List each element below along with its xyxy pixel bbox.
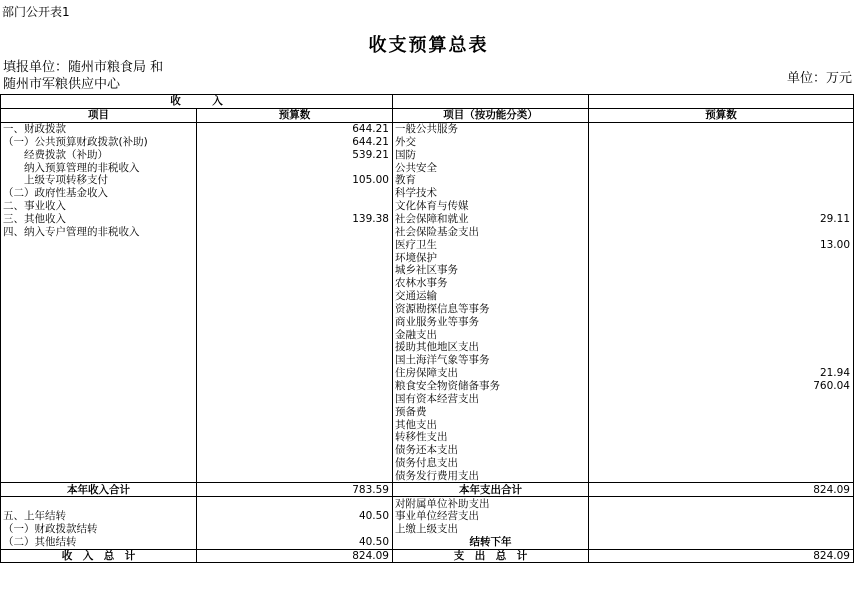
table-row [1, 354, 854, 367]
expense-item-cell: 资源勘探信息等事务 [393, 303, 589, 316]
table-row [1, 523, 854, 536]
table-row [1, 303, 854, 316]
income-amount-cell: 644.21 [197, 136, 393, 149]
table-row [1, 148, 854, 161]
expense-item-cell: 城乡社区事务 [393, 264, 589, 277]
income-amount-cell [197, 341, 393, 354]
income-item-cell [1, 328, 197, 341]
table-row [1, 174, 854, 187]
table-row [1, 122, 854, 135]
income-item-cell [1, 367, 197, 380]
income-item-cell [1, 354, 197, 367]
expense-amount-cell [589, 251, 854, 264]
table-number-label: 部门公开表1 [2, 5, 70, 19]
expense-amount-cell [589, 444, 854, 457]
expense-amount-cell [589, 341, 854, 354]
table-row [1, 315, 854, 328]
table-row [1, 444, 854, 457]
income-amount-cell: 644.21 [197, 122, 393, 135]
income-item-cell: 一、财政拨款 [1, 122, 197, 135]
expense-amount-cell [589, 174, 854, 187]
income-amount-cell: 40.50 [197, 510, 393, 523]
income-amount-cell [197, 457, 393, 470]
expense-item-cell: 环境保护 [393, 251, 589, 264]
expense-amount-cell [589, 161, 854, 174]
column-header-item-func: 项目（按功能分类） [393, 108, 589, 122]
income-total-value: 783.59 [197, 483, 393, 497]
table-row [1, 457, 854, 470]
income-amount-cell [197, 200, 393, 213]
budget-summary-table [0, 94, 854, 563]
expense-item-cell: 农林水事务 [393, 277, 589, 290]
income-amount-cell [197, 264, 393, 277]
column-header-budget2: 预算数 [589, 108, 854, 122]
expense-item-cell: 商业服务业等事务 [393, 315, 589, 328]
income-amount-cell: 105.00 [197, 174, 393, 187]
expense-item-cell: 其他支出 [393, 418, 589, 431]
income-amount-cell: 139.38 [197, 213, 393, 226]
expense-amount-cell [589, 431, 854, 444]
income-item-cell [1, 251, 197, 264]
expense-item-cell: 债务还本支出 [393, 444, 589, 457]
table-row [1, 251, 854, 264]
expense-item-cell: 预备费 [393, 405, 589, 418]
income-amount-cell [197, 354, 393, 367]
table-row [1, 497, 854, 510]
expense-item-cell: 事业单位经营支出 [393, 510, 589, 523]
income-amount-cell [197, 392, 393, 405]
table-row [1, 225, 854, 238]
expense-item-cell: 一般公共服务 [393, 122, 589, 135]
income-item-cell [1, 497, 197, 510]
table-row [1, 510, 854, 523]
income-item-cell [1, 405, 197, 418]
expense-amount-cell [589, 457, 854, 470]
income-amount-cell [197, 523, 393, 536]
table-row [1, 264, 854, 277]
grand-expense-label: 支 出 总 计 [393, 549, 589, 563]
table-row [1, 290, 854, 303]
table-row [1, 277, 854, 290]
income-item-cell [1, 277, 197, 290]
reporting-unit-line2: 随州市军粮供应中心 [3, 77, 121, 92]
income-amount-cell [197, 431, 393, 444]
income-amount-cell [197, 380, 393, 393]
income-amount-cell [197, 469, 393, 482]
expense-item-cell: 公共安全 [393, 161, 589, 174]
income-section-header: 收 入 [1, 95, 393, 109]
expense-item-cell: 援助其他地区支出 [393, 341, 589, 354]
expense-item-cell: 教育 [393, 174, 589, 187]
income-amount-cell: 40.50 [197, 536, 393, 549]
expense-amount-cell [589, 510, 854, 523]
empty-header-cell [393, 95, 589, 109]
grand-income-value: 824.09 [197, 549, 393, 563]
income-item-cell: （二）政府性基金收入 [1, 187, 197, 200]
income-amount-cell [197, 303, 393, 316]
expense-amount-cell [589, 392, 854, 405]
page-title: 收支预算总表 [368, 35, 489, 56]
expense-amount-cell [589, 136, 854, 149]
income-amount-cell [197, 315, 393, 328]
income-amount-cell [197, 367, 393, 380]
income-amount-cell [197, 444, 393, 457]
expense-amount-cell [589, 122, 854, 135]
income-item-cell: 经费拨款（补助） [1, 148, 197, 161]
expense-amount-cell [589, 497, 854, 510]
table-row [1, 341, 854, 354]
income-item-cell: 五、上年结转 [1, 510, 197, 523]
expense-item-cell: 金融支出 [393, 328, 589, 341]
annual-total-row [1, 483, 854, 497]
expense-amount-cell [589, 225, 854, 238]
table-row [1, 161, 854, 174]
expense-amount-cell: 760.04 [589, 380, 854, 393]
income-item-cell [1, 315, 197, 328]
income-amount-cell [197, 187, 393, 200]
expense-item-cell: 社会保障和就业 [393, 213, 589, 226]
income-item-cell [1, 303, 197, 316]
expense-amount-cell: 13.00 [589, 238, 854, 251]
expense-amount-cell [589, 469, 854, 482]
expense-item-cell: 国土海洋气象等事务 [393, 354, 589, 367]
income-amount-cell [197, 238, 393, 251]
income-amount-cell [197, 161, 393, 174]
income-item-cell: 四、纳入专户管理的非税收入 [1, 225, 197, 238]
expense-total-label: 本年支出合计 [393, 483, 589, 497]
table-row [1, 536, 854, 549]
expense-item-cell: 转移性支出 [393, 431, 589, 444]
expense-amount-cell: 29.11 [589, 213, 854, 226]
expense-amount-cell [589, 290, 854, 303]
income-item-cell [1, 380, 197, 393]
income-item-cell [1, 469, 197, 482]
income-amount-cell [197, 328, 393, 341]
expense-item-cell: 债务发行费用支出 [393, 469, 589, 482]
table-row [1, 405, 854, 418]
income-item-cell: 上级专项转移支付 [1, 174, 197, 187]
expense-amount-cell [589, 328, 854, 341]
income-item-cell: 三、其他收入 [1, 213, 197, 226]
income-item-cell [1, 341, 197, 354]
table-row [1, 238, 854, 251]
empty-header-cell [589, 95, 854, 109]
income-amount-cell [197, 418, 393, 431]
table-row [1, 213, 854, 226]
expense-amount-cell [589, 405, 854, 418]
grand-income-label: 收 入 总 计 [1, 549, 197, 563]
income-item-cell: （一）公共预算财政拨款(补助) [1, 136, 197, 149]
income-item-cell: 纳入预算管理的非税收入 [1, 161, 197, 174]
table-row [1, 392, 854, 405]
income-item-cell [1, 290, 197, 303]
currency-unit-label: 单位：万元 [786, 71, 852, 86]
income-amount-cell [197, 290, 393, 303]
expense-item-cell: 交通运输 [393, 290, 589, 303]
income-amount-cell [197, 251, 393, 264]
expense-amount-cell [589, 418, 854, 431]
expense-total-value: 824.09 [589, 483, 854, 497]
expense-item-cell: 文化体育与传媒 [393, 200, 589, 213]
expense-amount-cell: 21.94 [589, 367, 854, 380]
table-row [1, 380, 854, 393]
income-item-cell [1, 444, 197, 457]
expense-item-cell: 国有资本经营支出 [393, 392, 589, 405]
column-header-item: 项目 [1, 108, 197, 122]
expense-amount-cell [589, 187, 854, 200]
expense-amount-cell [589, 536, 854, 549]
expense-amount-cell [589, 277, 854, 290]
expense-amount-cell [589, 148, 854, 161]
income-amount-cell [197, 277, 393, 290]
table-row [1, 200, 854, 213]
expense-item-cell: 外交 [393, 136, 589, 149]
expense-amount-cell [589, 523, 854, 536]
expense-item-cell: 上缴上级支出 [393, 523, 589, 536]
table-row [1, 136, 854, 149]
table-row [1, 367, 854, 380]
income-item-cell [1, 264, 197, 277]
income-amount-cell [197, 497, 393, 510]
table-row [1, 469, 854, 482]
table-body [1, 95, 854, 563]
expense-amount-cell [589, 315, 854, 328]
expense-item-cell: 医疗卫生 [393, 238, 589, 251]
grand-expense-value: 824.09 [589, 549, 854, 563]
section-header-row [1, 95, 854, 109]
income-item-cell [1, 238, 197, 251]
income-total-label: 本年收入合计 [1, 483, 197, 497]
expense-amount-cell [589, 200, 854, 213]
grand-total-row [1, 549, 854, 563]
expense-item-cell: 科学技术 [393, 187, 589, 200]
income-item-cell [1, 457, 197, 470]
table-row [1, 187, 854, 200]
table-row [1, 418, 854, 431]
expense-item-cell: 对附属单位补助支出 [393, 497, 589, 510]
expense-item-cell: 国防 [393, 148, 589, 161]
income-item-cell [1, 431, 197, 444]
expense-item-cell: 住房保障支出 [393, 367, 589, 380]
income-item-cell: 二、事业收入 [1, 200, 197, 213]
expense-item-cell: 结转下年 [393, 536, 589, 549]
income-item-cell [1, 392, 197, 405]
expense-amount-cell [589, 264, 854, 277]
income-amount-cell [197, 225, 393, 238]
reporting-unit-line1: 填报单位：随州市粮食局 和 [3, 60, 164, 75]
expense-item-cell: 债务付息支出 [393, 457, 589, 470]
expense-item-cell: 社会保险基金支出 [393, 225, 589, 238]
expense-amount-cell [589, 354, 854, 367]
column-header-budget: 预算数 [197, 108, 393, 122]
income-amount-cell [197, 405, 393, 418]
income-item-cell [1, 418, 197, 431]
column-header-row [1, 108, 854, 122]
income-item-cell: （二）其他结转 [1, 536, 197, 549]
expense-amount-cell [589, 303, 854, 316]
expense-item-cell: 粮食安全物资储备事务 [393, 380, 589, 393]
table-row [1, 431, 854, 444]
income-amount-cell: 539.21 [197, 148, 393, 161]
income-item-cell: （一）财政拨款结转 [1, 523, 197, 536]
table-row [1, 328, 854, 341]
